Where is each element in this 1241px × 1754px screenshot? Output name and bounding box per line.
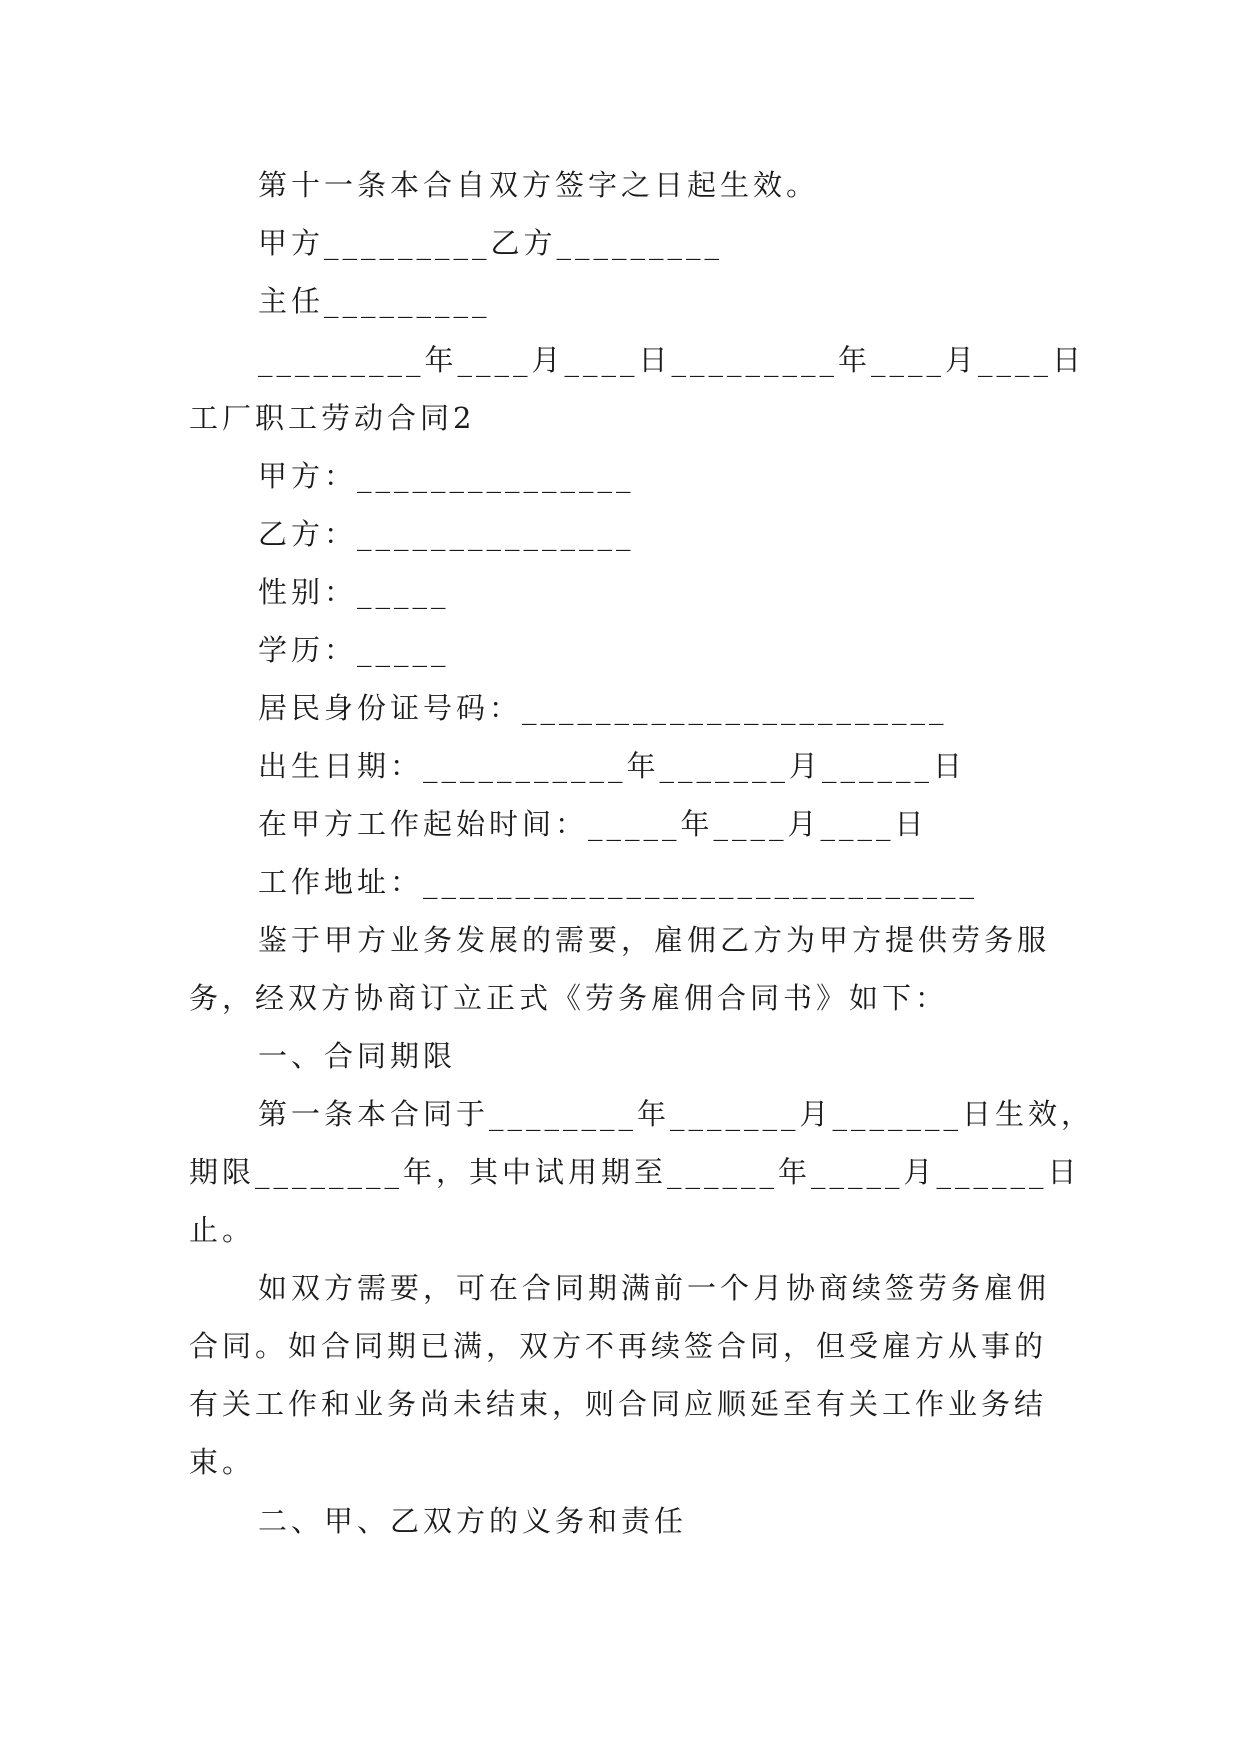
- renewal-paragraph-line-3: 有关工作和业务尚未结束，则合同应顺延至有关工作业务结: [189, 1387, 1048, 1421]
- signing-date-line: _________年____月____日_________年____月____日: [258, 343, 1086, 377]
- renewal-paragraph-line-2: 合同。如合同期已满，双方不再续签合同，但受雇方从事的: [189, 1329, 1048, 1363]
- work-address-field: 工作地址：______________________________: [258, 865, 979, 899]
- party-a-field: 甲方：_______________: [258, 459, 635, 493]
- contract-title: 工厂职工劳动合同2: [189, 401, 476, 435]
- clause-1-line-3: 止。: [189, 1213, 256, 1247]
- renewal-paragraph-line-1: 如双方需要，可在合同期满前一个月协商续签劳务雇佣: [258, 1271, 1051, 1305]
- preamble-line-2: 务，经双方协商订立正式《劳务雇佣合同书》如下：: [189, 981, 949, 1015]
- preamble-line-1: 鉴于甲方业务发展的需要，雇佣乙方为甲方提供劳务服: [258, 923, 1051, 957]
- id-number-field: 居民身份证号码：_______________________: [258, 691, 948, 725]
- clause-1-line-1: 第一条本合同于________年_______月_______日生效，: [258, 1097, 1095, 1131]
- clause-1-line-2: 期限________年，其中试用期至______年_____月______日: [189, 1155, 1081, 1189]
- director-signature-line: 主任_________: [258, 284, 491, 318]
- start-date-field: 在甲方工作起始时间：_____年____月____日: [258, 807, 928, 841]
- birth-date-field: 出生日期：___________年_______月______日: [258, 749, 967, 783]
- renewal-paragraph-line-4: 束。: [189, 1445, 256, 1479]
- party-b-field: 乙方：_______________: [258, 517, 635, 551]
- clause-11-text: 第十一条本合自双方签字之日起生效。: [258, 168, 820, 202]
- section-2-heading: 二、甲、乙双方的义务和责任: [258, 1504, 688, 1538]
- signature-parties-line: 甲方_________乙方_________: [258, 226, 724, 260]
- section-1-heading: 一、合同期限: [258, 1039, 457, 1073]
- gender-field: 性别：_____: [258, 575, 450, 609]
- education-field: 学历：_____: [258, 633, 450, 667]
